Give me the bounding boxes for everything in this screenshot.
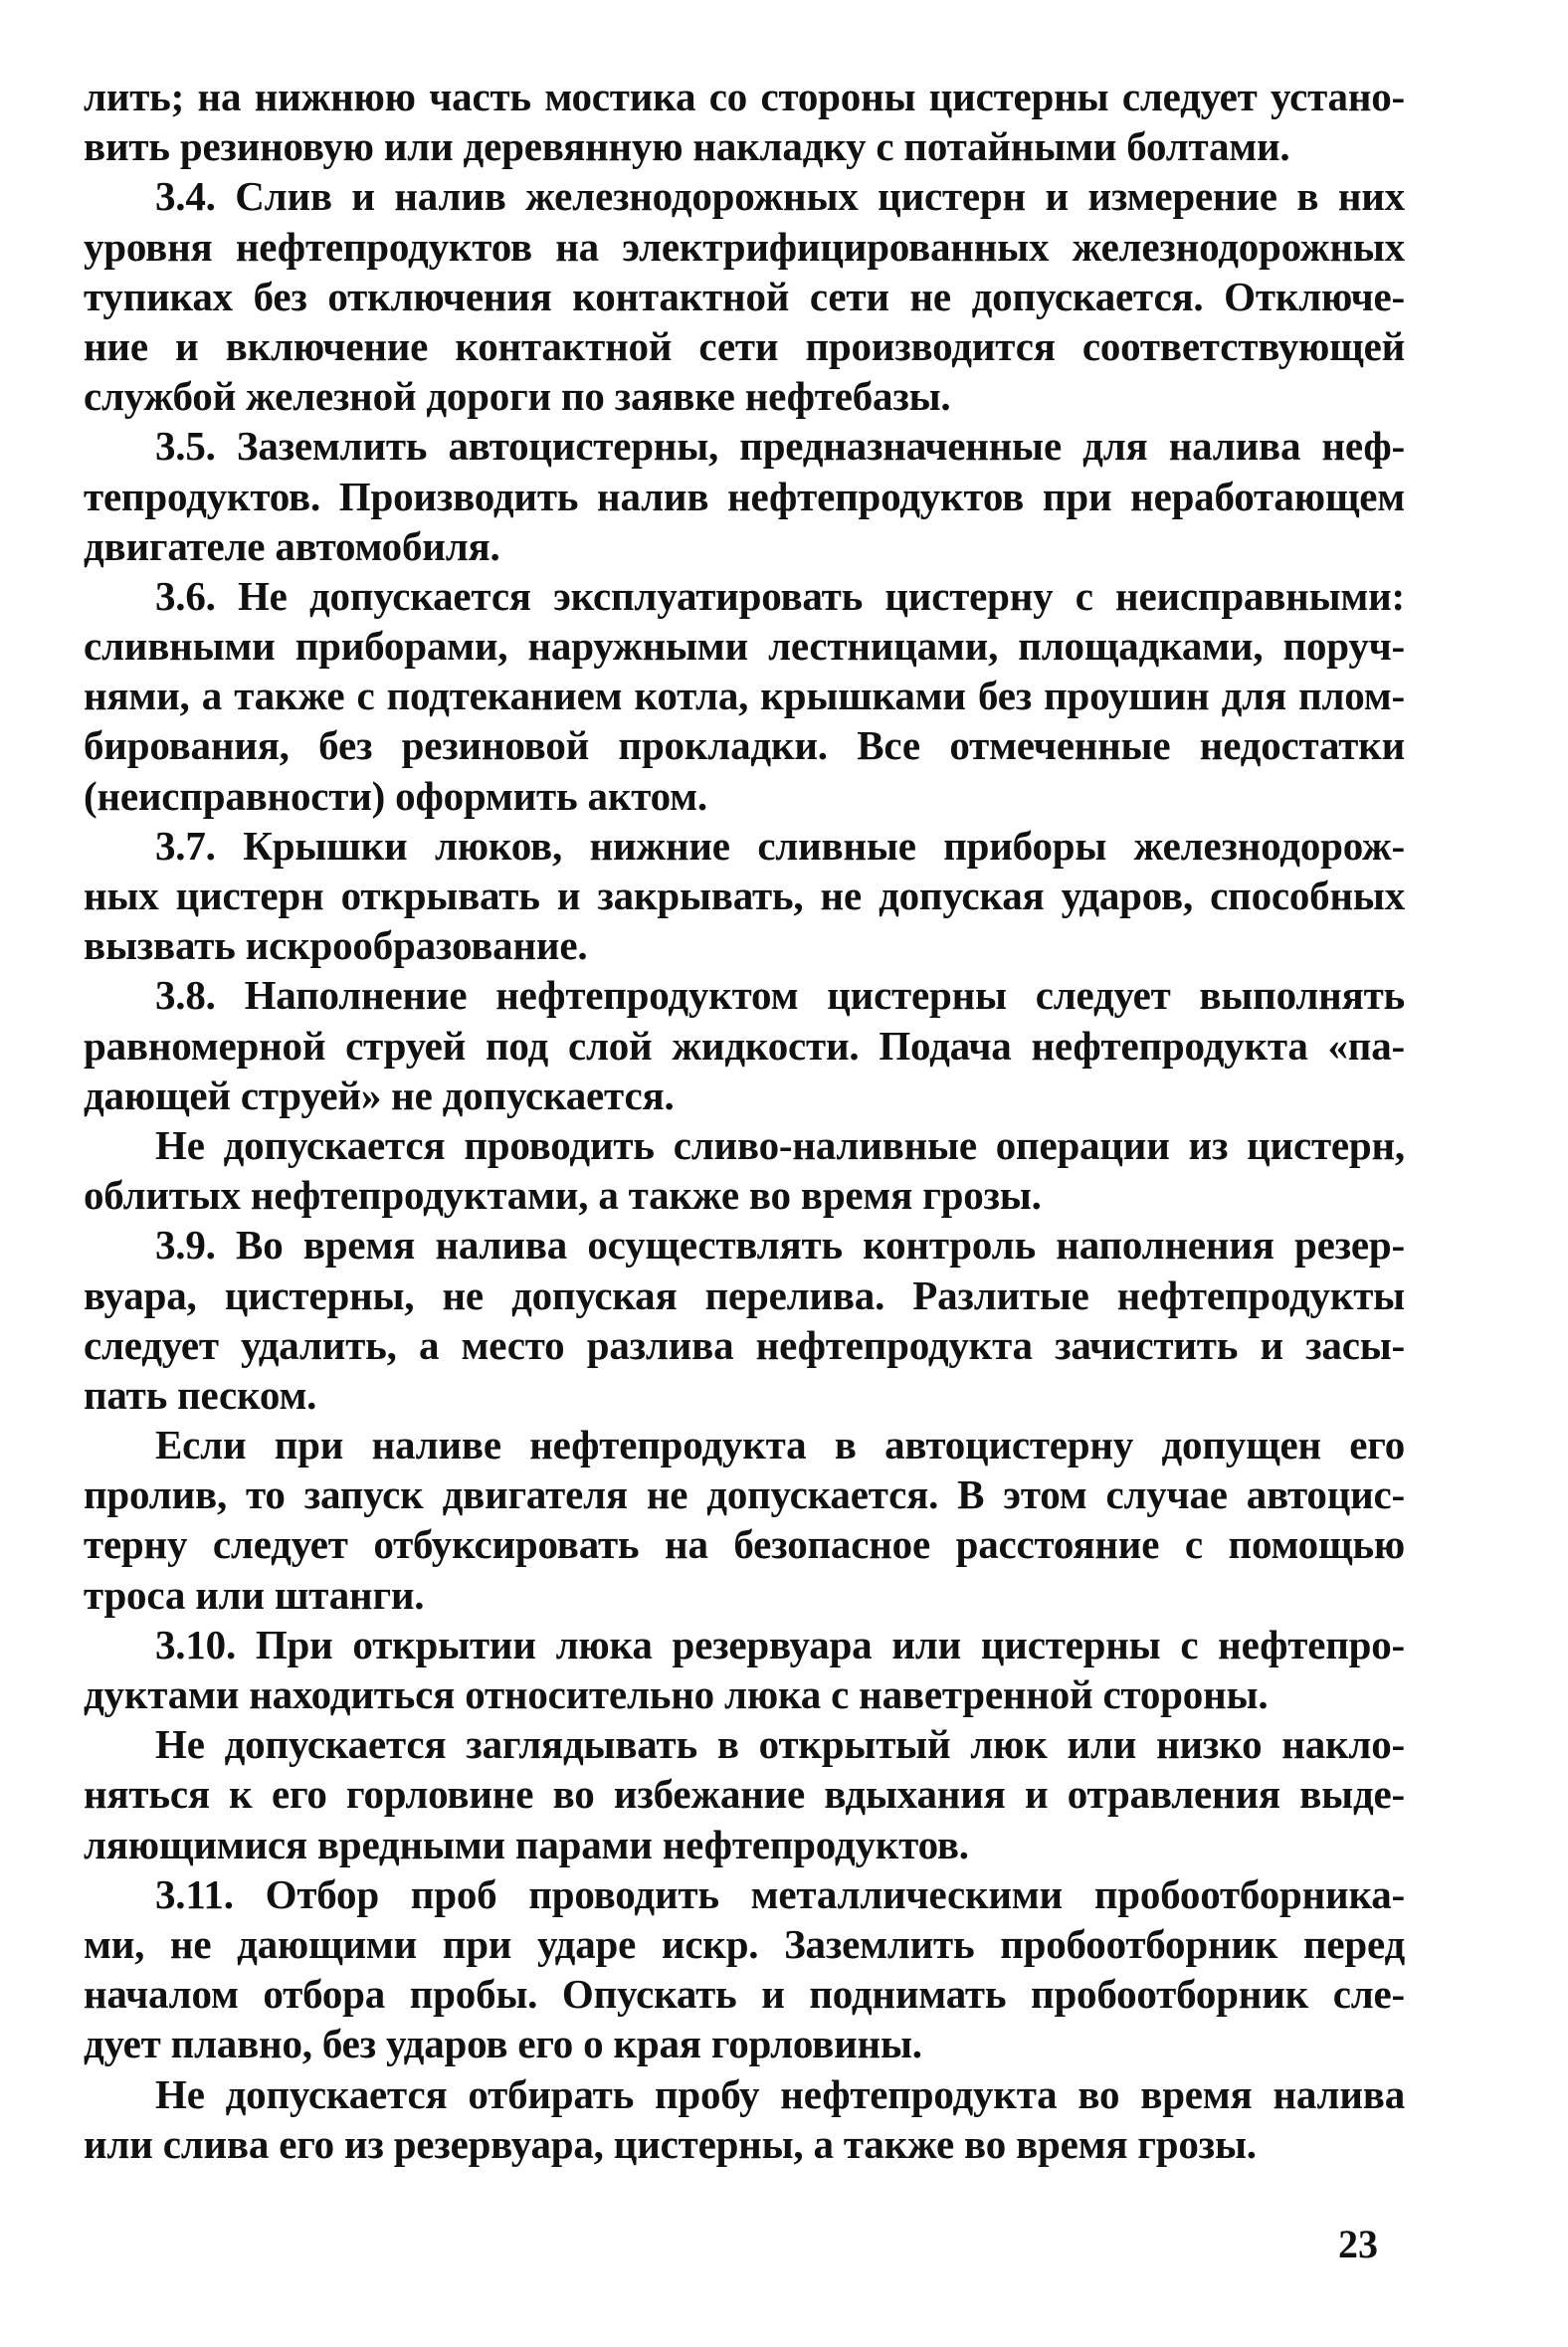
text-line: Не допускается заглядывать в открытый люк или низко накло- — [155, 1721, 1405, 1768]
text-line: ных цистерн открывать и закрывать, не допуская ударов, способных — [84, 873, 1405, 918]
text-line: терну следует отбуксировать на безопасное расстояние с помощью — [84, 1521, 1405, 1568]
text-line: следует удалить, а место разлива нефтепродукта зачистить и засы- — [84, 1321, 1405, 1368]
text-line: дует плавно, без ударов его о края горловины. — [84, 2021, 922, 2067]
text-line: дуктами находиться относительно люка с наветренной стороны. — [84, 1671, 1269, 1717]
text-line: дающей струей» не допускается. — [84, 1072, 675, 1118]
text-line: 3.6. Не допускается эксплуатировать цистерну с неисправными: — [155, 572, 1405, 619]
text-line: 3.5. Заземлить автоцистерны, предназначенные для налива неф- — [155, 423, 1405, 470]
text-line: 3.9. Во время налива осуществлять контроль наполнения резер- — [155, 1222, 1405, 1269]
text-line: вуара, цистерны, не допуская перелива. Разлитые нефтепродукты — [84, 1271, 1405, 1318]
text-line: лить; на нижнюю часть мостика со стороны цистерны следует устано- — [84, 74, 1405, 119]
text-line: 3.7. Крышки люков, нижние сливные приборы железнодорож- — [155, 822, 1405, 869]
text-line: 3.11. Отбор проб проводить металлическими пробоотборника- — [155, 1870, 1405, 1917]
text-line: службой железной дороги по заявке нефтебазы. — [84, 373, 951, 420]
text-line: облитых нефтепродуктами, а также во время грозы. — [84, 1172, 1042, 1219]
text-line: 3.10. При открытии люка резервуара или цистерны с нефтепро- — [155, 1621, 1405, 1667]
text-line: нями, а также с подтеканием котла, крышками без проушин для плом- — [84, 673, 1405, 719]
text-line: няться к его горловине во избежание вдыхания и отравления выде- — [84, 1771, 1405, 1818]
text-line: тепродуктов. Производить налив нефтепродуктов при неработающем — [84, 473, 1405, 519]
text-line: уровня нефтепродуктов на электрифицированных железнодорожных — [84, 223, 1405, 270]
text-line: Если при наливе нефтепродукта в автоцистерну допущен его — [155, 1422, 1405, 1468]
text-line: началом отбора пробы. Опускать и поднимать пробоотборник сле- — [84, 1971, 1405, 2018]
text-line: 3.8. Наполнение нефтепродуктом цистерны следует выполнять — [155, 972, 1405, 1019]
text-line: Не допускается проводить сливо-наливные операции из цистерн, — [155, 1121, 1405, 1168]
page-number: 23 — [1338, 2222, 1378, 2266]
text-line: пать песком. — [84, 1371, 317, 1418]
text-line: или слива его из резервуара, цистерны, а также во время грозы. — [84, 2120, 1257, 2167]
text-line: вить резиновую или деревянную накладку с потайными болтами. — [84, 123, 1290, 170]
text-line: бирования, без резиновой прокладки. Все отмеченные недостатки — [84, 722, 1405, 769]
text-line: равномерной струей под слой жидкости. Подача нефтепродукта «па- — [84, 1022, 1405, 1069]
text-line: ляющимися вредными парами нефтепродуктов. — [84, 1821, 969, 1867]
text-line: сливными приборами, наружными лестницами, площадками, поруч- — [84, 623, 1405, 670]
text-line: троса или штанги. — [84, 1571, 425, 1618]
text-line: Не допускается отбирать пробу нефтепродукта во время налива — [155, 2070, 1405, 2117]
text-line: пролив, то запуск двигателя не допускается. В этом случае автоцис- — [84, 1471, 1405, 1518]
text-line: двигателе автомобиля. — [84, 522, 500, 569]
text-line: вызвать искрообразование. — [84, 922, 588, 969]
text-line: ние и включение контактной сети производится соответствующей — [84, 322, 1405, 369]
text-line: 3.4. Слив и налив железнодорожных цистерн и измерение в них — [155, 173, 1405, 220]
body-text — [84, 72, 1405, 2169]
text-line: (неисправности) оформить актом. — [84, 772, 707, 819]
text-line: ми, не дающими при ударе искр. Заземлить пробоотборник перед — [84, 1920, 1405, 1967]
text-line: тупиках без отключения контактной сети не допускается. Отключе- — [84, 273, 1405, 319]
